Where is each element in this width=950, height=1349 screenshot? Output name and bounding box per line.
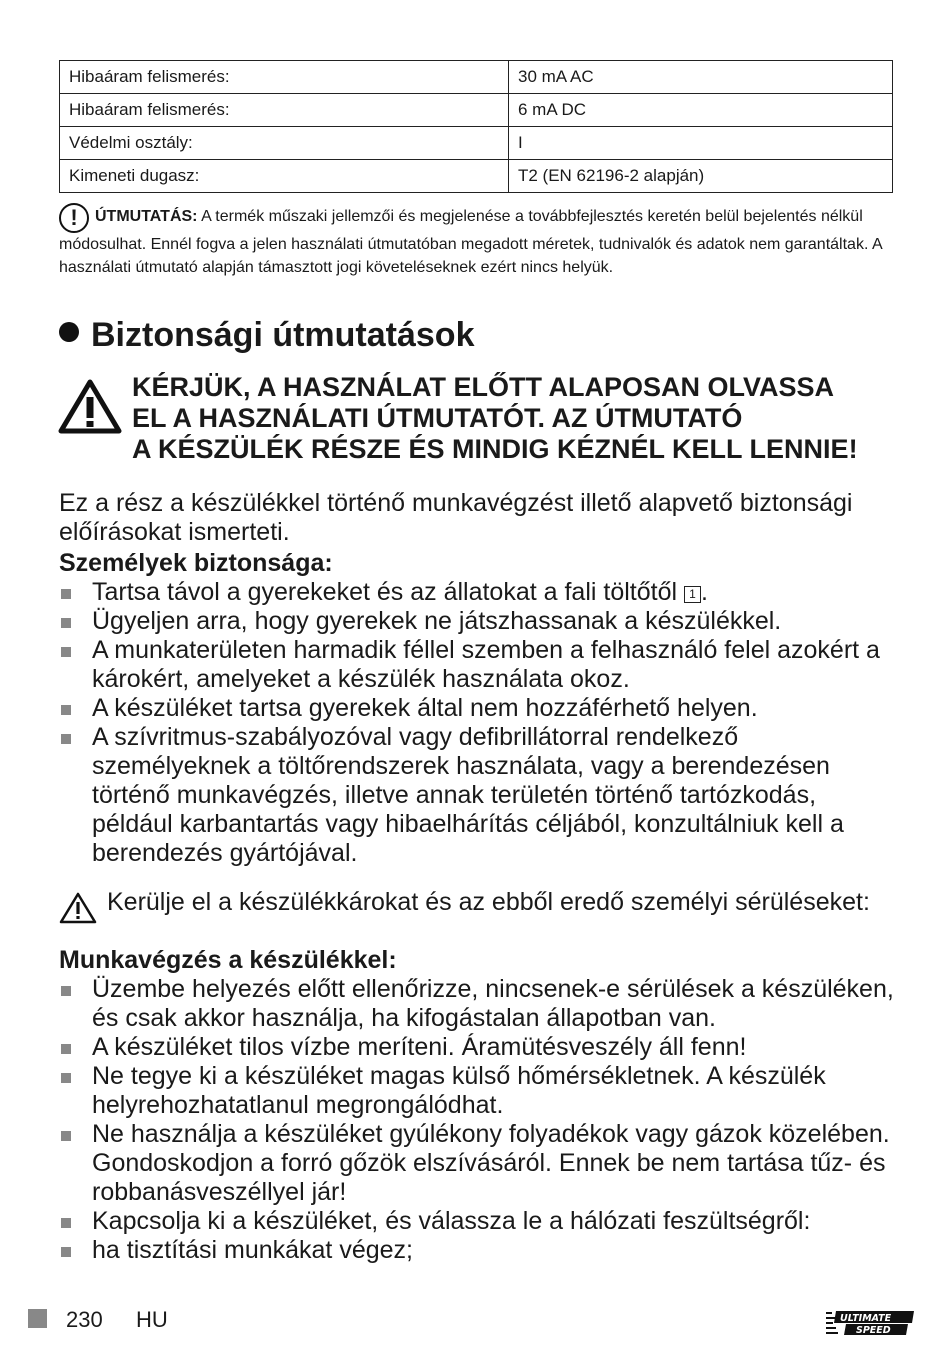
- table-row: [60, 127, 893, 160]
- ultimate-speed-logo: [826, 1310, 914, 1336]
- section-title-text: Biztonsági útmutatások: [91, 316, 475, 354]
- list-item: Kapcsolja ki a készüléket, és válassza le a hálózati feszültségről:: [59, 1207, 899, 1236]
- list-item: A szívritmus-szabályozóval vagy defibrillátorral rendelkező személyeknek a töltőrendszerek használata, vagy a berendezésen történő munkavégzés, illetve annak területén történő tartózkodás, például karbantartás vagy hibaelhárítás céljából, konzultálniuk kell a berendezés gyártójával.: [59, 723, 899, 868]
- figure-ref-badge: 1: [684, 586, 701, 603]
- big-warning-line: A KÉSZÜLÉK RÉSZE ÉS MINDIG KÉZNÉL KELL LENNIE!: [132, 434, 858, 464]
- small-warning-text: Kerülje el a készülékkárokat és az ebből eredő személyi sérüléseket:: [107, 888, 870, 916]
- persons-list: [59, 578, 899, 868]
- bullet-square-icon: [61, 1218, 71, 1228]
- warning-triangle-icon: [58, 378, 122, 434]
- svg-text:ULTIMATE: ULTIMATE: [840, 1313, 892, 1324]
- section-title: [59, 312, 474, 358]
- intro-paragraph: Ez a rész a készülékkel történő munkavégzést illető alapvető biztonsági előírásokat ismerteti.: [59, 489, 853, 546]
- note-text: A termék műszaki jellemzői és megjelenése a továbbfejlesztés keretén belül bejelentés nélkül módosulhat. Ennél fogva a jelen használati útmutatóban megadott méretek, tudnivalók és adatok nem garantáltak. A használati útmutató alapján támasztott jogi követeléseknek ezért nincs helyük.: [59, 208, 882, 276]
- bullet-square-icon: [61, 647, 71, 657]
- list-item: Ne használja a készüléket gyúlékony folyadékok vagy gázok közelében. Gondoskodjon a forró gőzök elszívásáról. Ennek be nem tartása tűz- és robbanásveszéllyel jár!: [59, 1120, 899, 1207]
- spec-label: Védelmi osztály:: [60, 127, 509, 160]
- list-item: A készüléket tartsa gyerekek által nem hozzáférhető helyen.: [59, 694, 899, 723]
- bullet-square-icon: [61, 1247, 71, 1257]
- persons-heading: Személyek biztonsága:: [59, 549, 333, 577]
- bullet-square-icon: [61, 705, 71, 715]
- list-item: A készüléket tilos vízbe meríteni. Áramütésveszély áll fenn!: [59, 1033, 899, 1062]
- list-item: Ne tegye ki a készüléket magas külső hőmérsékletnek. A készülék helyrehozhatatlanul megrongálódhat.: [59, 1062, 899, 1120]
- note-label: ÚTMUTATÁS:: [95, 208, 198, 225]
- spec-label: Hibaáram felismerés:: [60, 61, 509, 94]
- warning-triangle-icon: [59, 891, 97, 925]
- bullet-square-icon: [61, 1073, 71, 1083]
- bullet-square-icon: [61, 589, 71, 599]
- list-item: ha tisztítási munkákat végez;: [59, 1236, 899, 1265]
- spec-label: Kimeneti dugasz:: [60, 160, 509, 193]
- bullet-square-icon: [61, 734, 71, 744]
- exclamation-circle-icon: !: [59, 203, 89, 233]
- page-number: 230: [66, 1307, 103, 1332]
- work-heading: Munkavégzés a készülékkel:: [59, 946, 397, 974]
- note-paragraph: [59, 203, 893, 279]
- bullet-square-icon: [61, 986, 71, 996]
- spec-table: [59, 60, 893, 193]
- list-item: A munkaterületen harmadik féllel szemben a felhasználó felel azokért a károkért, amelyeket a készülék használata okoz.: [59, 636, 899, 694]
- list-item: Tartsa távol a gyerekeket és az állatokat a fali töltőtől 1 .: [59, 578, 899, 607]
- bullet-square-icon: [61, 1131, 71, 1141]
- work-list: [59, 975, 899, 1265]
- table-row: [60, 94, 893, 127]
- svg-text:SPEED: SPEED: [856, 1325, 891, 1336]
- list-item: Ügyeljen arra, hogy gyerekek ne játszhassanak a készülékkel.: [59, 607, 899, 636]
- big-warning-text: [132, 372, 858, 465]
- list-item: Üzembe helyezés előtt ellenőrizze, nincsenek-e sérülések a készüléken, és csak akkor használja, ha kifogástalan állapotban van.: [59, 975, 899, 1033]
- big-warning-line: EL A HASZNÁLATI ÚTMUTATÓT. AZ ÚTMUTATÓ: [132, 403, 743, 433]
- spec-value: 30 mA AC: [509, 61, 893, 94]
- spec-value: I: [509, 127, 893, 160]
- footer-square-icon: [28, 1309, 47, 1328]
- table-row: [60, 160, 893, 193]
- bullet-square-icon: [61, 1044, 71, 1054]
- table-row: [60, 61, 893, 94]
- spec-value: 6 mA DC: [509, 94, 893, 127]
- language-code: HU: [136, 1307, 168, 1332]
- big-warning-line: KÉRJÜK, A HASZNÁLAT ELŐTT ALAPOSAN OLVASSA: [132, 372, 834, 402]
- bullet-square-icon: [61, 618, 71, 628]
- spec-label: Hibaáram felismerés:: [60, 94, 509, 127]
- spec-value: T2 (EN 62196-2 alapján): [509, 160, 893, 193]
- bullet-dot-icon: [59, 322, 79, 342]
